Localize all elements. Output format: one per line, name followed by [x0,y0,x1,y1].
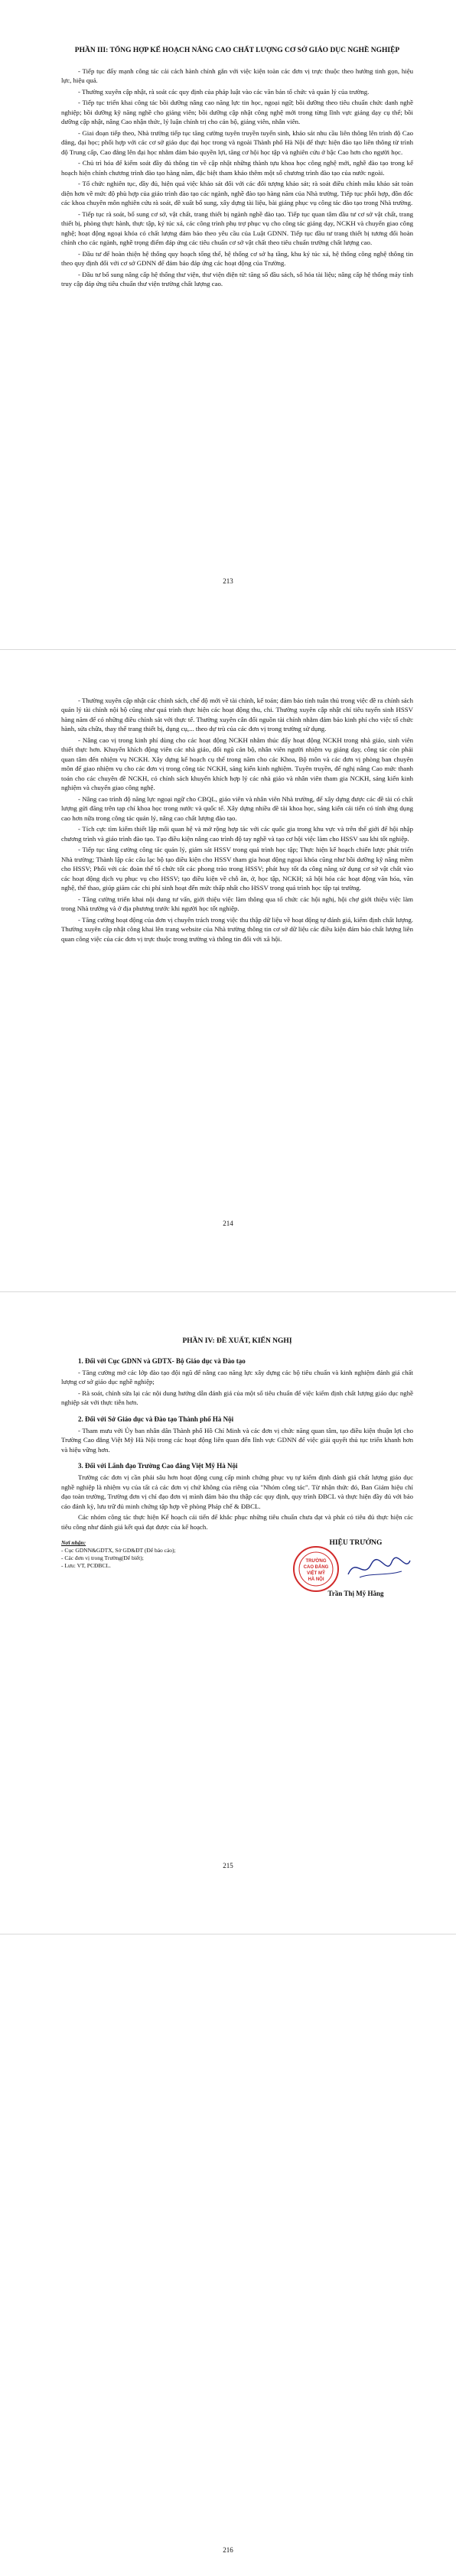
paragraph: - Tiếp tục đẩy mạnh công tác cải cách hành chính gắn với việc kiện toàn các đơn vị trực thuộc theo hướng tinh gọn, hiệu lực, hiệu quả. [61,67,413,85]
recipient-item: - Cục GDNN&GDTX, Sở GD&ĐT (Để báo cáo); [61,1547,176,1554]
paragraph: - Thường xuyên cập nhật các chính sách, chế độ mới về tài chính, kế toán; đảm bảo tính tuân thủ trong việc đề ra chính sách quản lý tài chính nội bộ cũng như quá trình thực hiện các hoạt động thu, chi. Thường xuyên cập nhật chỉ tiêu tuyển sinh HSSV hàng năm để có những điều chỉnh sát với thực tế. Thường xuyên cân đối nguồn tài chính nhằm đảm bảo kinh phí cho việc tổ chức hành, sửa chữa, thay thế trang thiết bị, dụng cụ,... theo dự trù của các đơn vị trong trường sử dụng. [61,697,413,733]
page-content [61,696,413,945]
paragraph: - Đầu tư bổ sung nâng cấp hệ thống thư viện, thư viện điện tử: tăng số đầu sách, số hóa tài liệu; nâng cấp hệ thống máy tính truy cập đáp ứng tiêu chuẩn thư viện trường chất lượng cao. [61,270,413,287]
paragraph: - Tham mưu với Ủy ban nhân dân Thành phố Hồ Chí Minh và các đơn vị chức năng quan tâm, tạo điều kiện thuận lợi cho Trường Cao đẳng Việt Mỹ Hà Nội trong các hoạt động liên quan đến lĩnh vực GDNN để việc giải quyết thủ tục triển khanh hơn và hiệu vững hơn. [61,1426,413,1454]
signature-block [61,1539,413,1623]
paragraph: - Tiếp tục triển khai công tác bồi dưỡng nâng cao năng lực tin học, ngoại ngữ; bồi dưỡng theo tiêu chuẩn chức danh nghề nghiệp; bồi dưỡng kỹ năng nghề cho giảng viên; bồi dưỡng cập nhật công nghệ mới trong từng lĩnh vực giảng dạy cụ thể; bồi dưỡng cập nhật, nâng Cao nhận thức, lý luận chính trị cho cán bộ, giảng viên, nhân viên. [61,99,413,126]
document-page-213 [0,0,456,650]
page-number: 213 [223,577,233,585]
page-number: 216 [223,2546,233,2554]
paragraph: - Tăng cường triển khai nội dung tư vấn, giới thiệu việc làm thông qua tổ chức các hội nghị, hội chợ giới thiệu việc làm trong Nhà trường và ở địa phương trước khi người học tốt nghiệp. [61,895,413,913]
signer-block [291,1539,421,1597]
paragraph: - Chủ trì hóa để kiểm soát đầy đủ thông tin về cập nhật những thành tựu khoa học công nghệ mới, nghề đào tạo trong kế hoạch hiện chính chương trình đào tạo hàng năm, đặc biệt tham khảo thêm một số chương trình đào tạo của nước ngoài. [61,159,413,177]
signer-name: Trần Thị Mỹ Hằng [327,1590,384,1598]
subsection-title: 2. Đối với Sở Giáo dục và Đào tạo Thành phố Hà Nội [78,1415,234,1423]
paragraph: - Tăng cường mở các lớp đào tạo đội ngũ để nâng cao năng lực xây dựng các bộ tiêu chuẩn và kinh nghiệm đánh giá chất lượng cơ sở giáo dục nghề nghiệp; [61,1368,413,1386]
svg-text:HÀ NỘI: HÀ NỘI [308,1577,324,1583]
svg-text:TRƯỜNG: TRƯỜNG [305,1559,327,1564]
paragraph: - Đầu tư để hoàn thiện hệ thống quy hoạch tổng thể, hệ thống cơ sở hạ tầng, khu ký túc xá, hệ thống công nghệ thông tin theo quy định đối với cơ sở GDNN để đảm bảo đáp ứng các hoạt động của Trường. [61,249,413,268]
document-page-214 [0,650,456,1292]
page-number: 214 [223,1220,233,1227]
paragraph: - Thường xuyên cập nhật, rà soát các quy định của pháp luật vào các văn bản tổ chức và quản lý của trường. [78,87,370,96]
paragraph: - Rà soát, chỉnh sửa lại các nội dung hướng dẫn đánh giá của một số tiêu chuẩn để việc kiểm định chất lượng giáo dục nghề nghiệp sát với thực tiễn hơn. [61,1389,413,1407]
signer-title: HIỆU TRƯỞNG [329,1539,383,1548]
paragraph: - Tích cực tìm kiếm thiết lập mối quan hệ và mở rộng hợp tác với các quốc gia trong khu vực và trên thế giới để hội nhập chương trình và giáo trình đào tạo. Tạo điều kiện nâng cao trình độ tay nghề và tạo cơ hội việc làm cho HSSV sau khi tốt nghiệp. [61,825,413,843]
section-heading-part-4: PHẦN IV: ĐỀ XUẤT, KIẾN NGHỊ [182,1337,292,1345]
page-content [61,1337,413,1623]
recipients-label: Nơi nhận: [61,1539,86,1547]
document-page-215 [0,1292,456,1934]
subsection-title: 3. Đối với Lãnh đạo Trường Cao đẳng Việt Mỹ Hà Nội [78,1462,238,1470]
section-heading-part-3: PHẦN III: TỔNG HỢP KẾ HOẠCH NÂNG CAO CHẤT LƯỢNG CƠ SỞ GIÁO DỤC NGHỀ NGHIỆP [74,47,400,54]
paragraph: - Tiếp tục tăng cường công tác quản lý, giám sát HSSV trong quá trình học tập; Thực hiện kế hoạch chiến lược phát triển Nhà trường; Thành lập các câu lạc bộ tạo điều kiện cho HSSV tham gia hoạt động ngoại khóa cũng như bồi dưỡng kỹ năng mềm cho HSSV; Phối với các đoàn thể tổ chức tốt các phong trào trong HSSV; phát huy tốt đa công năng sử dụng cơ sở vật chất vào các hoạt động dịch vụ phục vụ cho HSSV; tạo điều kiện về chỗ ăn, ở, học tập, NCKH; xã hội hóa các hoạt động văn hóa, văn nghệ, thể thao, giúp giảm các chi phí sinh hoạt đến mức thấp nhất cho HSSV trong quá trình học tập tại trường. [61,846,413,892]
paragraph: - Tiếp tục rà soát, bổ sung cơ sở, vật chất, trang thiết bị ngành nghề đào tạo. Tiếp tục quan tâm đầu tư cơ sở vật chất, trang thiết bị, phòng thực hành, thực tập, ký túc xá, các công trình phụ trợ phục vụ cho công tác giảng dạy, NCKH và chuyển giao công nghệ; hoạt động ngoại khóa có chất lượng đảm bảo theo yêu cầu của Luật GDNN. Tiếp tục đầu tư trang thiết bị tương đối hoàn chỉnh cho các ngành, nghề trọng điểm đáp ứng các tiêu chuẩn cơ sở vật chất theo tiêu chuẩn trường chất lượng cao. [61,210,413,247]
paragraph: - Nâng cao trình độ năng lực ngoại ngữ cho CBQL, giáo viên và nhân viên Nhà trường, để xây dựng được các đề tài có chất lượng gửi đăng trên tạp chí khoa học trong nước và quốc tế. Xây dựng nhiều đề tài khoa học, sáng kiến cải tiến có tính ứng dụng cao hơn nữa trong công tác quản lý, nâng cao chất lượng đào tạo. [61,794,413,822]
recipient-item: - Lưu: VT, PCĐBCL. [61,1562,111,1570]
page-number: 215 [223,1862,233,1869]
svg-text:VIỆT MỸ: VIỆT MỸ [306,1571,326,1577]
paragraph: - Tổ chức nghiên tục, đầy đủ, hiện quả việc khảo sát đối với các đối tượng khảo sát; rà soát điều chỉnh mẫu khảo sát toàn diện hơn về mức độ phù hợp của giáo trình đào tạo các ngành, nghề đào tạo hàng năm của Nhà trường. Tiếp tục phối hợp, đồn đốc các khoa chuyên môn nghiên cứu rà soát, đề xuất bổ sung, xây dựng tài liệu, bài giảng phục vụ công tác đào tạo trong Nhà trường. [61,180,413,207]
recipients-list [61,1539,176,1571]
handwritten-signature-icon [344,1553,413,1584]
paragraph: - Nâng cao vị trong kinh phí dùng cho các hoạt động NCKH nhằm thúc đẩy hoạt động NCKH trong nhà giáo, sinh viên thiết thực hơn. Khuyến khích động viên các nhà giáo, đối ngũ cán bộ, nhân viên người nhiệm vụ giảng dạy, công tác còn phải quan tâm đến nhiệm vụ NCKH. Xây dựng kế hoạch cụ thể trong năm cho các Khoa, Bộ môn và các đơn vị phòng ban chuyên môn để giao nhiệm vụ cho các đơn vị trong công tác NCKH, sáng kiến kinh nghiệm. Tuyên truyền, để nghị nâng Cao mức thanh toán cho các chuyên đề NCKH, có chính sách khuyến khích hợp lý các nhà giáo và nhân viên tham gia NCKH, sáng kiến kinh nghiệm và chuyển giao công nghệ. [61,736,413,792]
paragraph: - Giai đoạn tiếp theo, Nhà trường tiếp tục tăng cường tuyên truyền tuyển sinh, khảo sát nhu cầu liên thông lên trình độ Cao đẳng, đại học; phối hợp với các cơ sở giáo dục đại học trong và ngoài Thành phố Hà Nội để thực hiện đào tạo liên thông từ trình độ Trung cấp, Cao đẳng lên đại học nhằm đảm bảo quyền lợi, tăng cơ hội học tập và nghiên cứu ở bậc Cao hơn cho người học. [61,128,413,156]
paragraph: Trường các đơn vị cần phải sâu hơn hoạt động cung cấp minh chứng phục vụ tự kiểm định đánh giá chất lượng giáo dục nghề nghiệp là nhiệm vụ của tất cả các đơn vị chứ không của riêng của "Nhóm công tác". Từ nhận thức đó, Ban Giám hiệu chỉ đạo toàn trường, Trường đơn vị chỉ đạo đơn vị mình đảm bảo thu thập các quy định, quy trình ĐBCL và thực hiện đầy đủ với bảo cáo đánh kỳ, lưu trữ đủ minh chứng tập hợp về phòng Pháp chế & ĐBCL. [61,1473,413,1510]
subsection-title: 1. Đối với Cục GDNN và GDTX- Bộ Giáo dục và Đào tạo [78,1356,246,1365]
paragraph: - Tăng cường hoạt động của đơn vị chuyên trách trong việc thu thập dữ liệu về hoạt động tự đánh giá, kiểm định chất lượng. Thường xuyên cập nhật công khai lên trang website của Nhà trường thông tin cơ sở dữ liệu các điều kiện đảm bảo chất lượng liên quan công việc của các đơn vị trực thuộc trong trường và thông tin đối với xã hội. [61,915,413,943]
svg-text:CAO ĐẲNG: CAO ĐẲNG [303,1565,329,1571]
recipient-item: - Các đơn vị trong Trường(Để biết); [61,1554,144,1562]
page-content [61,46,413,290]
document-page-216 [0,1934,456,2576]
official-stamp-icon [292,1545,340,1593]
paragraph: Các nhóm công tác thực hiện Kế hoạch cải tiến để khắc phục những tiêu chuẩn chưa đạt và phát có tiêu đủ thực hiện các tiêu công như đánh giá kết quả đạt được của kế hoạch. [61,1513,413,1531]
